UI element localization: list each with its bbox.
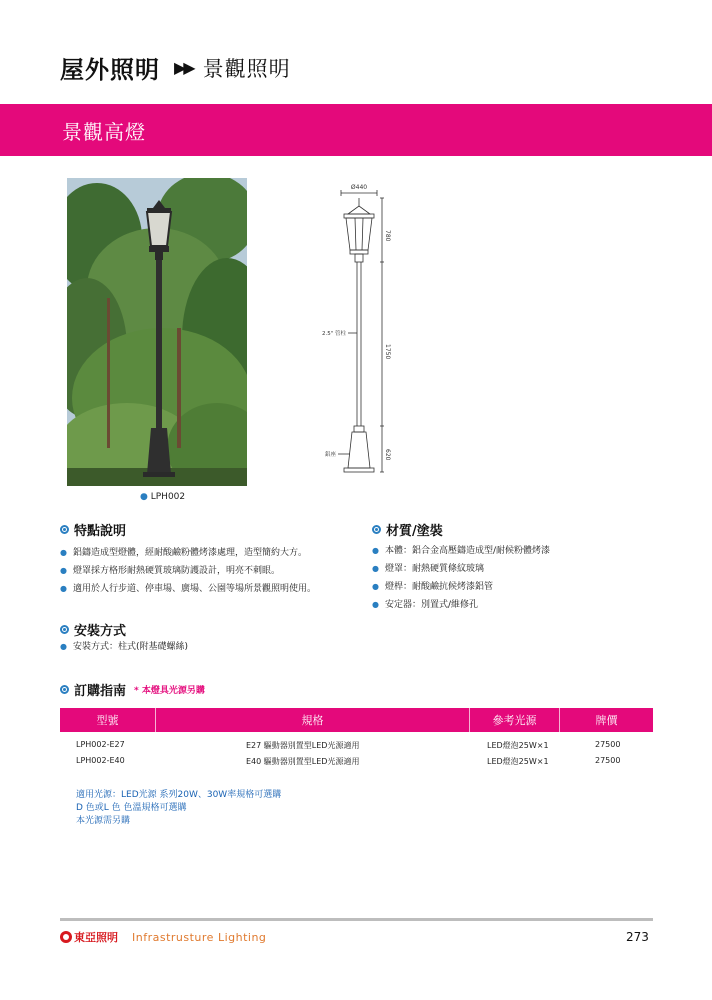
banner-title: 景觀高燈 xyxy=(62,120,146,144)
category-title: 屋外照明 xyxy=(60,56,160,84)
bullet-icon: ● xyxy=(372,600,379,609)
col-price: 牌價 xyxy=(595,714,618,727)
list-item: ● 安裝方式：柱式(附基礎螺絲) xyxy=(60,638,188,656)
dim-base-height: 620 xyxy=(384,449,391,461)
order-table-body xyxy=(60,740,653,772)
order-heading xyxy=(60,680,205,699)
cell-spec: E27 驅動器別置型LED光源適用 xyxy=(246,741,360,750)
col-source: 參考光源 xyxy=(470,708,560,732)
brand-name: 東亞照明 xyxy=(74,931,118,944)
list-item: ● 燈罩採方格形耐熱硬質玻璃防護設計，明亮不刺眼。 xyxy=(60,562,316,580)
dim-pole-height: 1750 xyxy=(384,344,391,360)
cell-model: LPH002-E40 xyxy=(76,756,125,765)
cell-source: LED燈泡25W×1 xyxy=(487,757,549,766)
double-arrow-icon: ▶▶ xyxy=(174,58,193,77)
bullet-icon: ● xyxy=(140,492,148,502)
bullet-icon: ● xyxy=(60,642,67,651)
materials-title: 材質/塗裝 xyxy=(386,524,443,539)
brand-footer xyxy=(60,929,266,945)
list-item: ● 本體：鋁合金高壓鑄造成型/耐候粉體烤漆 xyxy=(372,542,550,560)
order-notes xyxy=(76,789,281,828)
subcategory-title: 景觀照明 xyxy=(202,56,291,81)
pole-note: 2.5" 管柱 xyxy=(321,331,346,337)
table-row xyxy=(60,740,653,756)
footer-divider xyxy=(60,918,653,921)
features-title: 特點說明 xyxy=(74,524,127,539)
section-bullet-icon xyxy=(60,525,69,534)
dimension-drawing xyxy=(310,178,420,488)
cell-price: 27500 xyxy=(595,740,621,749)
list-item: ● 鋁鑄造成型燈體，經耐酸鹼粉體烤漆處理，造型簡約大方。 xyxy=(60,544,316,562)
order-title: 訂購指南 xyxy=(74,684,127,699)
bullet-icon: ● xyxy=(60,548,67,557)
section-bullet-icon xyxy=(60,625,69,634)
list-item: ● 適用於人行步道、停車場、廣場、公園等場所景觀照明使用。 xyxy=(60,580,316,598)
photo-caption xyxy=(140,492,185,502)
features-list xyxy=(60,544,316,598)
install-heading xyxy=(60,620,126,639)
table-row xyxy=(60,756,653,772)
dim-head-height: 780 xyxy=(384,230,391,242)
install-title: 安裝方式 xyxy=(74,624,127,639)
list-item: ● 安定器：別置式/維修孔 xyxy=(372,596,550,614)
bullet-icon: ● xyxy=(60,584,67,593)
cell-source: LED燈泡25W×1 xyxy=(487,741,549,750)
bullet-icon: ● xyxy=(372,546,379,555)
dim-diameter: Ø440 xyxy=(350,184,368,191)
cell-spec: E40 驅動器別置型LED光源適用 xyxy=(246,757,360,766)
model-caption: LPH002 xyxy=(150,492,186,502)
title-banner xyxy=(0,104,712,156)
brand-tagline: Infrastrusture Lighting xyxy=(132,930,267,944)
page-header xyxy=(60,50,291,85)
note-line: D 色或L 色 色溫規格可選購 xyxy=(76,803,187,813)
note-line: 本光源需另購 xyxy=(76,816,131,826)
order-note: * 本燈具光源另購 xyxy=(134,686,205,696)
order-table-header xyxy=(60,708,653,732)
base-note: 鋁座 xyxy=(324,452,336,458)
bullet-icon: ● xyxy=(372,582,379,591)
col-model: 型號 xyxy=(60,708,156,732)
cell-price: 27500 xyxy=(595,756,621,765)
section-bullet-icon xyxy=(372,525,381,534)
materials-list xyxy=(372,542,550,614)
bullet-icon: ● xyxy=(372,564,379,573)
note-line: 適用光源：LED光源 系列20W、30W率規格可選購 xyxy=(76,790,282,800)
bullet-icon: ● xyxy=(60,566,67,575)
section-bullet-icon xyxy=(60,685,69,694)
materials-heading xyxy=(372,520,443,539)
product-photo xyxy=(67,178,247,486)
col-spec: 規格 xyxy=(156,708,470,732)
features-heading xyxy=(60,520,126,539)
install-list xyxy=(60,638,188,656)
list-item: ● 燈桿：耐酸鹼抗候烤漆鋁管 xyxy=(372,578,550,596)
brand-logo-icon xyxy=(60,931,72,943)
cell-model: LPH002-E27 xyxy=(76,740,125,749)
list-item: ● 燈罩：耐熱硬質條紋玻璃 xyxy=(372,560,550,578)
page-number: 273 xyxy=(626,930,649,944)
